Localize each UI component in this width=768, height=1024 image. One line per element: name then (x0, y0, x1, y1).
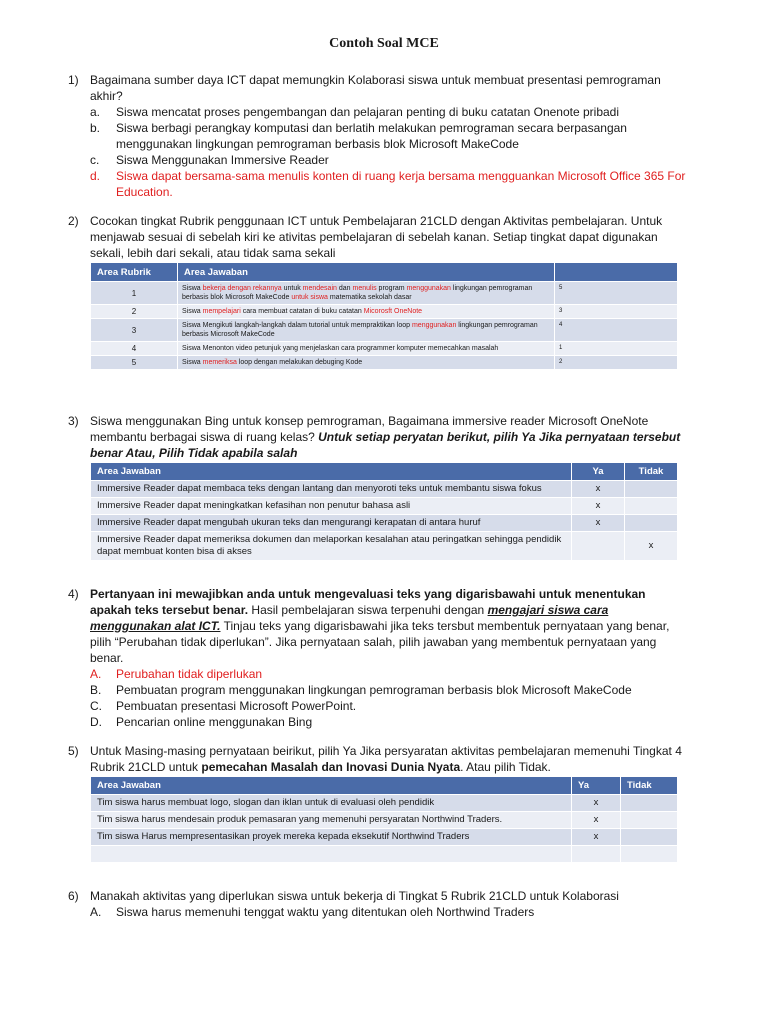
activity-text: Siswa Menonton video petunjuk yang menjelaskan cara programmer komputer memecahkan masalah (182, 345, 499, 352)
rubric-table (90, 262, 678, 370)
tidak-cell (621, 829, 678, 846)
question-text: Hasil pembelajaran siswa terpenuhi dengan (248, 603, 488, 617)
activity-text: loop dengan melakukan debuging Kode (236, 359, 363, 366)
statement-cell: Immersive Reader dapat meningkatkan kefasihan non penutur bahasa asli (91, 498, 572, 515)
question-text-bold: pemecahan Masalah dan Inovasi Dunia Nyata (201, 760, 461, 774)
option-text: Siswa mencatat proses pengembangan dan pelajaran penting di buku catatan Onenote pribadi (116, 105, 620, 119)
tidak-cell (621, 795, 678, 812)
option-text: Siswa Menggunakan Immersive Reader (116, 153, 329, 167)
table-header-row (91, 777, 678, 795)
activity-text: dan (336, 285, 353, 292)
question-4 (68, 586, 688, 730)
highlighted-text: mendesain (302, 285, 337, 292)
column-header: Tidak (621, 777, 678, 795)
table-row (91, 829, 678, 846)
question-2 (68, 213, 688, 261)
highlighted-text: untuk siswa (291, 294, 328, 301)
activity-cell (178, 342, 555, 356)
option-text: Siswa berbagi perangkay komputasi dan berlatih melakukan pemrograman secara berpasangan menggunakan lingkungan pemrograman berbasis blok Microsoft MakeCode (116, 121, 627, 151)
option-letter: A. (90, 905, 102, 919)
option-b (90, 682, 688, 698)
ya-cell: x (572, 498, 625, 515)
option-a (90, 666, 688, 682)
ya-cell: x (572, 795, 621, 812)
option-c (90, 152, 688, 168)
highlighted-text: mempelajari (202, 308, 241, 315)
question-text-bold: Pertanyaan ini mewajibkan anda untuk mengevaluasi teks yang digarisbawahi untuk menentukan apakah teks tersebut benar. (90, 587, 646, 617)
option-letter: c. (90, 153, 100, 167)
table-header-row (91, 263, 678, 282)
activity-cell (178, 282, 555, 305)
tidak-cell (625, 515, 678, 532)
column-header: Ya (572, 463, 625, 481)
question-number: 2) (68, 214, 79, 228)
activity-text: Siswa (182, 285, 203, 292)
ya-cell: x (572, 812, 621, 829)
activity-text: Siswa (182, 308, 203, 315)
question-6 (68, 888, 688, 920)
option-d (90, 714, 688, 730)
ya-cell: x (572, 481, 625, 498)
activity-cell (178, 319, 555, 342)
activity-text: lingkungan pemrograman berbasis blok Microsoft MakeCode (182, 285, 533, 301)
activity-text: program (376, 285, 407, 292)
option-letter: b. (90, 121, 101, 135)
question-number: 3) (68, 414, 79, 428)
column-header: Ya (572, 777, 621, 795)
question-instruction: Untuk setiap peryatan berikut, pilih Ya Jika pernyataan tersebut benar Atau, Pilih Tidak apabila salah (90, 430, 681, 460)
rubric-cell: 3 (91, 319, 178, 342)
option-text: Pembuatan presentasi Microsoft PowerPoint. (116, 699, 357, 713)
option-text: Pencarian online menggunakan Bing (116, 715, 313, 729)
option-a (90, 904, 688, 920)
option-letter: B. (90, 683, 102, 697)
option-list (90, 104, 688, 200)
ya-cell: x (572, 829, 621, 846)
table-row (91, 481, 678, 498)
highlighted-text: Micorosft OneNote (363, 308, 423, 315)
question-5 (68, 743, 688, 775)
activity-text: lingkungan pemrograman berbasis Microsoft MakeCode (182, 322, 538, 338)
column-header: Area Jawaban (178, 263, 555, 282)
column-header: Area Jawaban (91, 777, 572, 795)
question-text-rest: Tinjau teks yang digarisbawahi jika teks tersbut membentuk pernyataan yang benar, pilih “Perubahan tidak diperlukan”. Jika pernyataan salah, pilih jawaban yang membentuk pernyataan yang benar. (90, 619, 670, 665)
statement-cell: Tim siswa Harus mempresentasikan proyek mereka kepada eksekutif Northwind Traders (91, 829, 572, 846)
option-list (90, 904, 688, 920)
tidak-cell (621, 812, 678, 829)
answer-cell: 4 (555, 319, 678, 342)
option-text: Siswa dapat bersama-sama menulis konten di ruang kerja bersama mengguankan Microsoft Office 365 For Education. (116, 169, 686, 199)
question-number: 5) (68, 744, 79, 758)
table-row (91, 846, 678, 863)
answer-cell: 2 (555, 356, 678, 370)
question-text: Manakah aktivitas yang diperlukan siswa untuk bekerja di Tingkat 5 Rubrik 21CLD untuk Kolaborasi (90, 889, 619, 903)
statement-cell: Immersive Reader dapat mengubah ukuran teks dan mengurangi kerapatan di antara huruf (91, 515, 572, 532)
table-row (91, 319, 678, 342)
underlined-text: mengajari siswa cara menggunakan alat ICT. (90, 603, 609, 633)
question-number: 6) (68, 889, 79, 903)
column-header: Area Rubrik (91, 263, 178, 282)
activity-text: Siswa Mengikuti langkah-langkah dalam tutorial untuk mempraktikan loop (182, 322, 412, 329)
option-c (90, 698, 688, 714)
question-number: 1) (68, 73, 79, 87)
column-header (555, 263, 678, 282)
table-row (91, 498, 678, 515)
option-text: Siswa harus memenuhi tenggat waktu yang ditentukan oleh Northwind Traders (116, 905, 535, 919)
activity-cell (178, 356, 555, 370)
tidak-cell (621, 846, 678, 863)
question-text-end: . Atau pilih Tidak. (460, 760, 551, 774)
ya-cell (572, 532, 625, 561)
column-header: Area Jawaban (91, 463, 572, 481)
activity-text: matematika sekolah dasar (327, 294, 412, 301)
tidak-cell: x (625, 532, 678, 561)
column-header: Tidak (625, 463, 678, 481)
question-number: 4) (68, 587, 79, 601)
table-row (91, 342, 678, 356)
question-text: Siswa menggunakan Bing untuk konsep pemrograman, Bagaimana immersive reader Microsoft OneNote membantu berbagai siswa di ruang kelas? (90, 414, 649, 444)
option-list (90, 666, 688, 730)
table-row (91, 795, 678, 812)
question-text: Cocokan tingkat Rubrik penggunaan ICT untuk Pembelajaran 21CLD dengan Aktivitas pembelajaran. Untuk menjawab sesuai di sebelah kiri ke ativitas pembelajaran di sebelah kanan. Setiap tingkat dapat digunakan sekali, lebih dari sekali, atau tidak sama sekali (90, 214, 663, 260)
statement-cell: Tim siswa harus mendesain produk pemasaran yang memenuhi persyaratan Northwind Traders. (91, 812, 572, 829)
option-text: Pembuatan program menggunakan lingkungan pemrograman berbasis blok Microsoft MakeCode (116, 683, 632, 697)
rubric-cell: 1 (91, 282, 178, 305)
highlighted-text: menggunakan (406, 285, 451, 292)
activity-text: cara membuat catatan di buku catatan (240, 308, 364, 315)
option-d (90, 168, 688, 200)
answer-cell: 5 (555, 282, 678, 305)
highlighted-text: bekerja dengan rekannya (202, 285, 282, 292)
highlighted-text: menulis (352, 285, 377, 292)
ya-cell (572, 846, 621, 863)
statement-cell: Immersive Reader dapat membaca teks dengan lantang dan menyoroti teks untuk membantu siswa fokus (91, 481, 572, 498)
option-letter: D. (90, 715, 102, 729)
answer-cell: 1 (555, 342, 678, 356)
highlighted-text: menggunakan (411, 322, 457, 329)
statement-cell (91, 846, 572, 863)
rubric-cell: 2 (91, 305, 178, 319)
question-text: Untuk Masing-masing pernyataan beirikut, pilih Ya Jika persyaratan aktivitas pembelajaran memenuhi Tingkat 4 Rubrik 21CLD untuk (90, 744, 682, 774)
activity-text: Siswa (182, 359, 203, 366)
statement-cell: Tim siswa harus membuat logo, slogan dan iklan untuk di evaluasi oleh pendidik (91, 795, 572, 812)
tidak-cell (625, 481, 678, 498)
document-title: Contoh Soal MCE (329, 36, 439, 51)
table-row (91, 515, 678, 532)
option-letter: A. (90, 667, 102, 681)
rubric-level4-table (90, 776, 678, 863)
question-1 (68, 72, 688, 200)
ya-cell: x (572, 515, 625, 532)
immersive-reader-table (90, 462, 678, 561)
option-letter: C. (90, 699, 102, 713)
table-row (91, 282, 678, 305)
question-3 (68, 413, 688, 461)
table-row (91, 532, 678, 561)
table-header-row (91, 463, 678, 481)
table-row (91, 356, 678, 370)
activity-text: untuk (281, 285, 303, 292)
option-b (90, 120, 688, 152)
option-text: Perubahan tidak diperlukan (116, 667, 263, 681)
question-text: Bagaimana sumber daya ICT dapat memungkin Kolaborasi siswa untuk membuat presentasi pemrograman akhir? (90, 73, 661, 103)
answer-cell: 3 (555, 305, 678, 319)
activity-cell (178, 305, 555, 319)
table-row (91, 812, 678, 829)
option-a (90, 104, 688, 120)
statement-cell: Immersive Reader dapat memeriksa dokumen dan melaporkan kesalahan atau peringatkan sehingga pendidik dapat membuat konten bisa di akses (91, 532, 572, 561)
tidak-cell (625, 498, 678, 515)
table-row (91, 305, 678, 319)
rubric-cell: 4 (91, 342, 178, 356)
option-letter: a. (90, 105, 101, 119)
highlighted-text: memeriksa (202, 359, 237, 366)
rubric-cell: 5 (91, 356, 178, 370)
option-letter: d. (90, 169, 101, 183)
